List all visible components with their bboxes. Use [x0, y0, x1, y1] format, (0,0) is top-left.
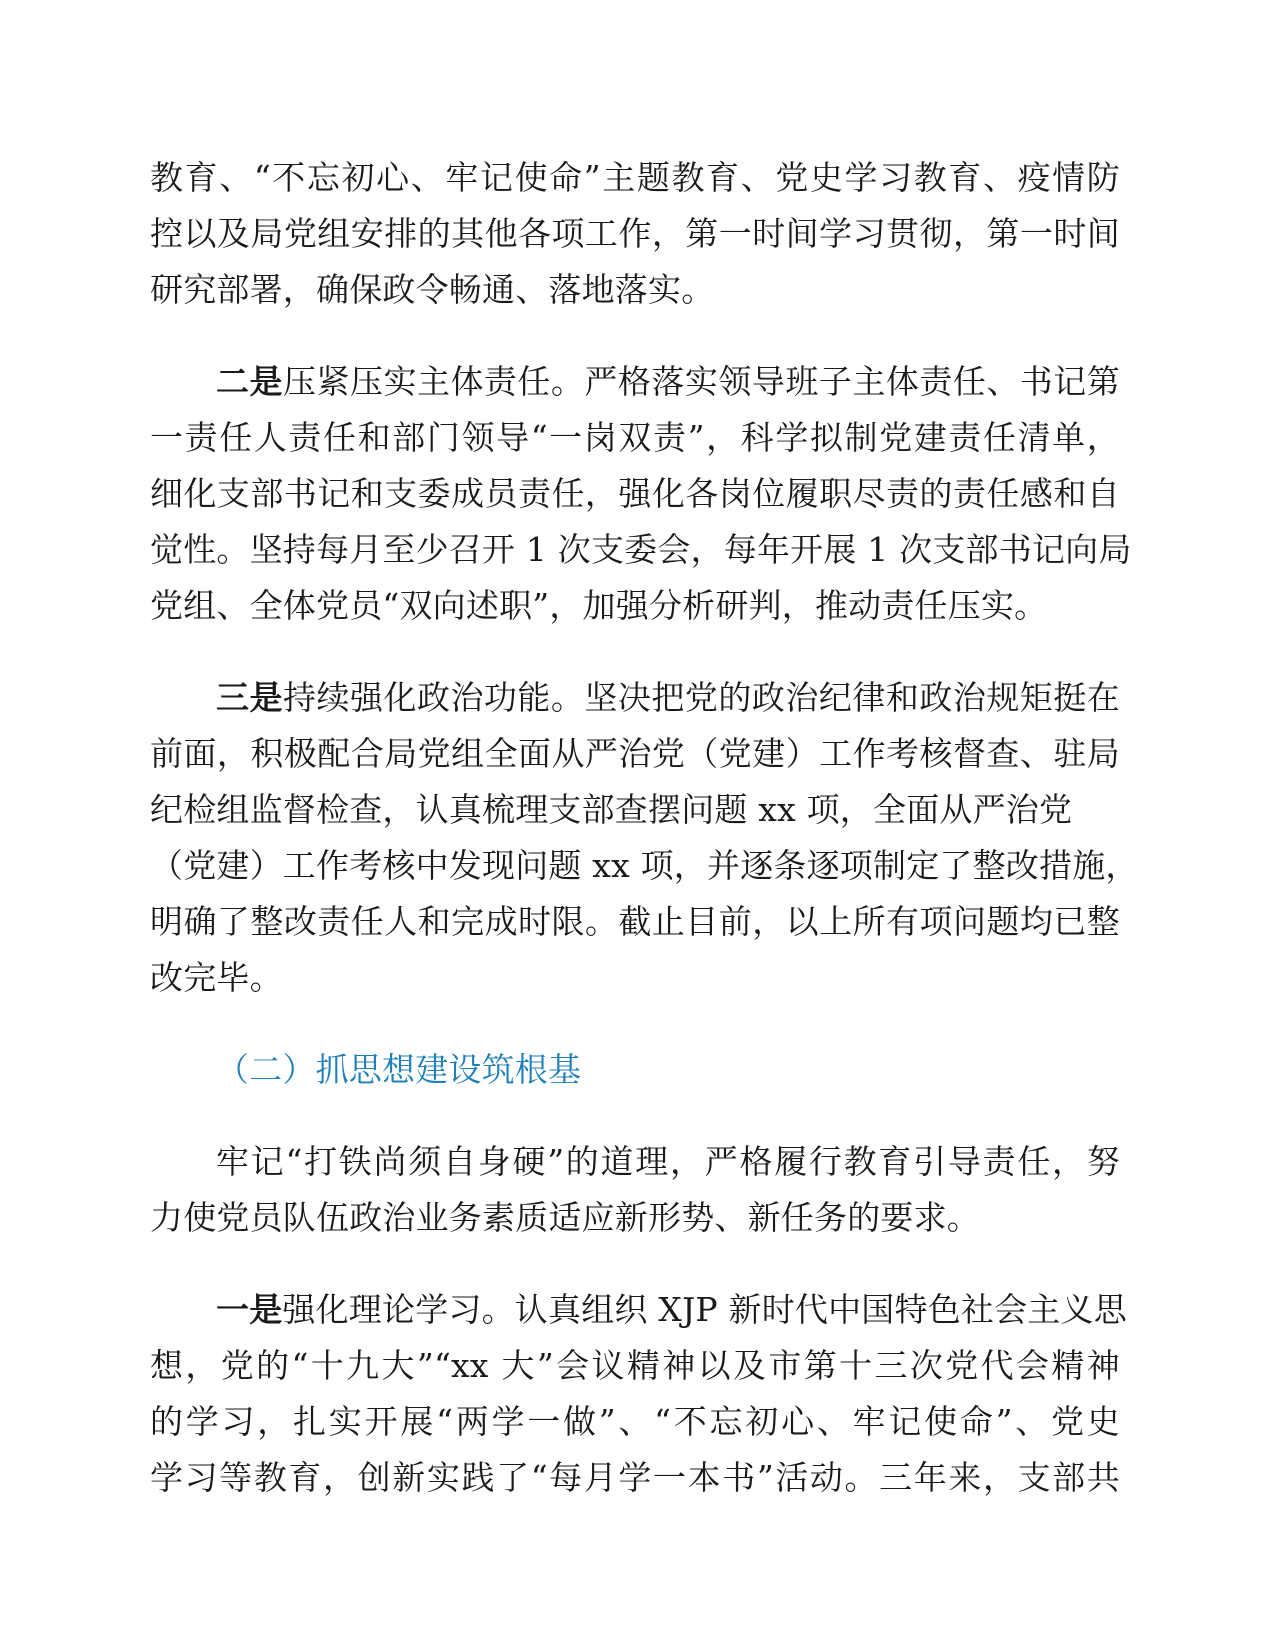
paragraph-line: 的学习，扎实开展“两学一做”、“不忘初心、牢记使命”、党史 — [150, 1402, 1120, 1441]
paragraph-line: （党建）工作考核中发现问题 xx 项，并逐条逐项制定了整改措施， — [150, 846, 1139, 885]
paragraph-line: 前面，积极配合局党组全面从严治党（党建）工作考核督查、驻局 — [150, 734, 1120, 773]
paragraph-line: 纪检组监督检查，认真梳理支部查摆问题 xx 项，全面从严治党 — [150, 790, 1073, 829]
paragraph-lead: 三是 — [216, 678, 283, 717]
paragraph-2 — [150, 354, 1132, 634]
paragraph-text: 强化理论学习。认真组织 XJP 新时代中国特色社会主义思 — [282, 1290, 1127, 1329]
document-page — [150, 150, 1139, 1506]
paragraph-line: 一责任人责任和部门领导“一岗双责”，科学拟制党建责任清单， — [150, 418, 1120, 457]
paragraph-line: 觉性。坚持每月至少召开 1 次支委会，每年开展 1 次支部书记向局 — [150, 530, 1132, 569]
paragraph-line: 细化支部书记和支委成员责任，强化各岗位履职尽责的责任感和自 — [150, 474, 1120, 513]
paragraph-1 — [150, 150, 1120, 318]
paragraph-lead: 一是 — [216, 1290, 283, 1329]
paragraph-first-line — [150, 670, 1120, 726]
paragraph-lead: 二是 — [216, 362, 283, 401]
section-heading — [150, 1042, 1120, 1098]
paragraph-5 — [150, 1282, 1127, 1506]
section-heading-text: （二）抓思想建设筑根基 — [216, 1050, 582, 1089]
paragraph-3 — [150, 670, 1139, 1006]
paragraph-first-line — [150, 354, 1120, 410]
paragraph-line: 教育、“不忘初心、牢记使命”主题教育、党史学习教育、疫情防 — [150, 158, 1120, 197]
paragraph-text: 持续强化政治功能。坚决把党的政治纪律和政治规矩挺在 — [282, 678, 1120, 717]
paragraph-line: 改完毕。 — [150, 958, 283, 997]
paragraph-line: 学习等教育，创新实践了“每月学一本书”活动。三年来，支部共 — [150, 1458, 1120, 1497]
paragraph-text: 压紧压实主体责任。严格落实领导班子主体责任、书记第 — [282, 362, 1120, 401]
paragraph-line: 牢记“打铁尚须自身硬”的道理，严格履行教育引导责任，努 — [216, 1142, 1120, 1181]
paragraph-first-line — [150, 1282, 1127, 1338]
paragraph-4 — [150, 1134, 1120, 1246]
paragraph-line: 想，党的“十九大”“xx 大”会议精神以及市第十三次党代会精神 — [150, 1346, 1120, 1385]
paragraph-line: 研究部署，确保政令畅通、落地落实。 — [150, 270, 715, 309]
paragraph-line: 控以及局党组安排的其他各项工作，第一时间学习贯彻，第一时间 — [150, 214, 1120, 253]
paragraph-line: 力使党员队伍政治业务素质适应新形势、新任务的要求。 — [150, 1198, 980, 1237]
paragraph-line: 明确了整改责任人和完成时限。截止目前，以上所有项问题均已整 — [150, 902, 1120, 941]
paragraph-line: 党组、全体党员“双向述职”，加强分析研判，推动责任压实。 — [150, 586, 1048, 625]
